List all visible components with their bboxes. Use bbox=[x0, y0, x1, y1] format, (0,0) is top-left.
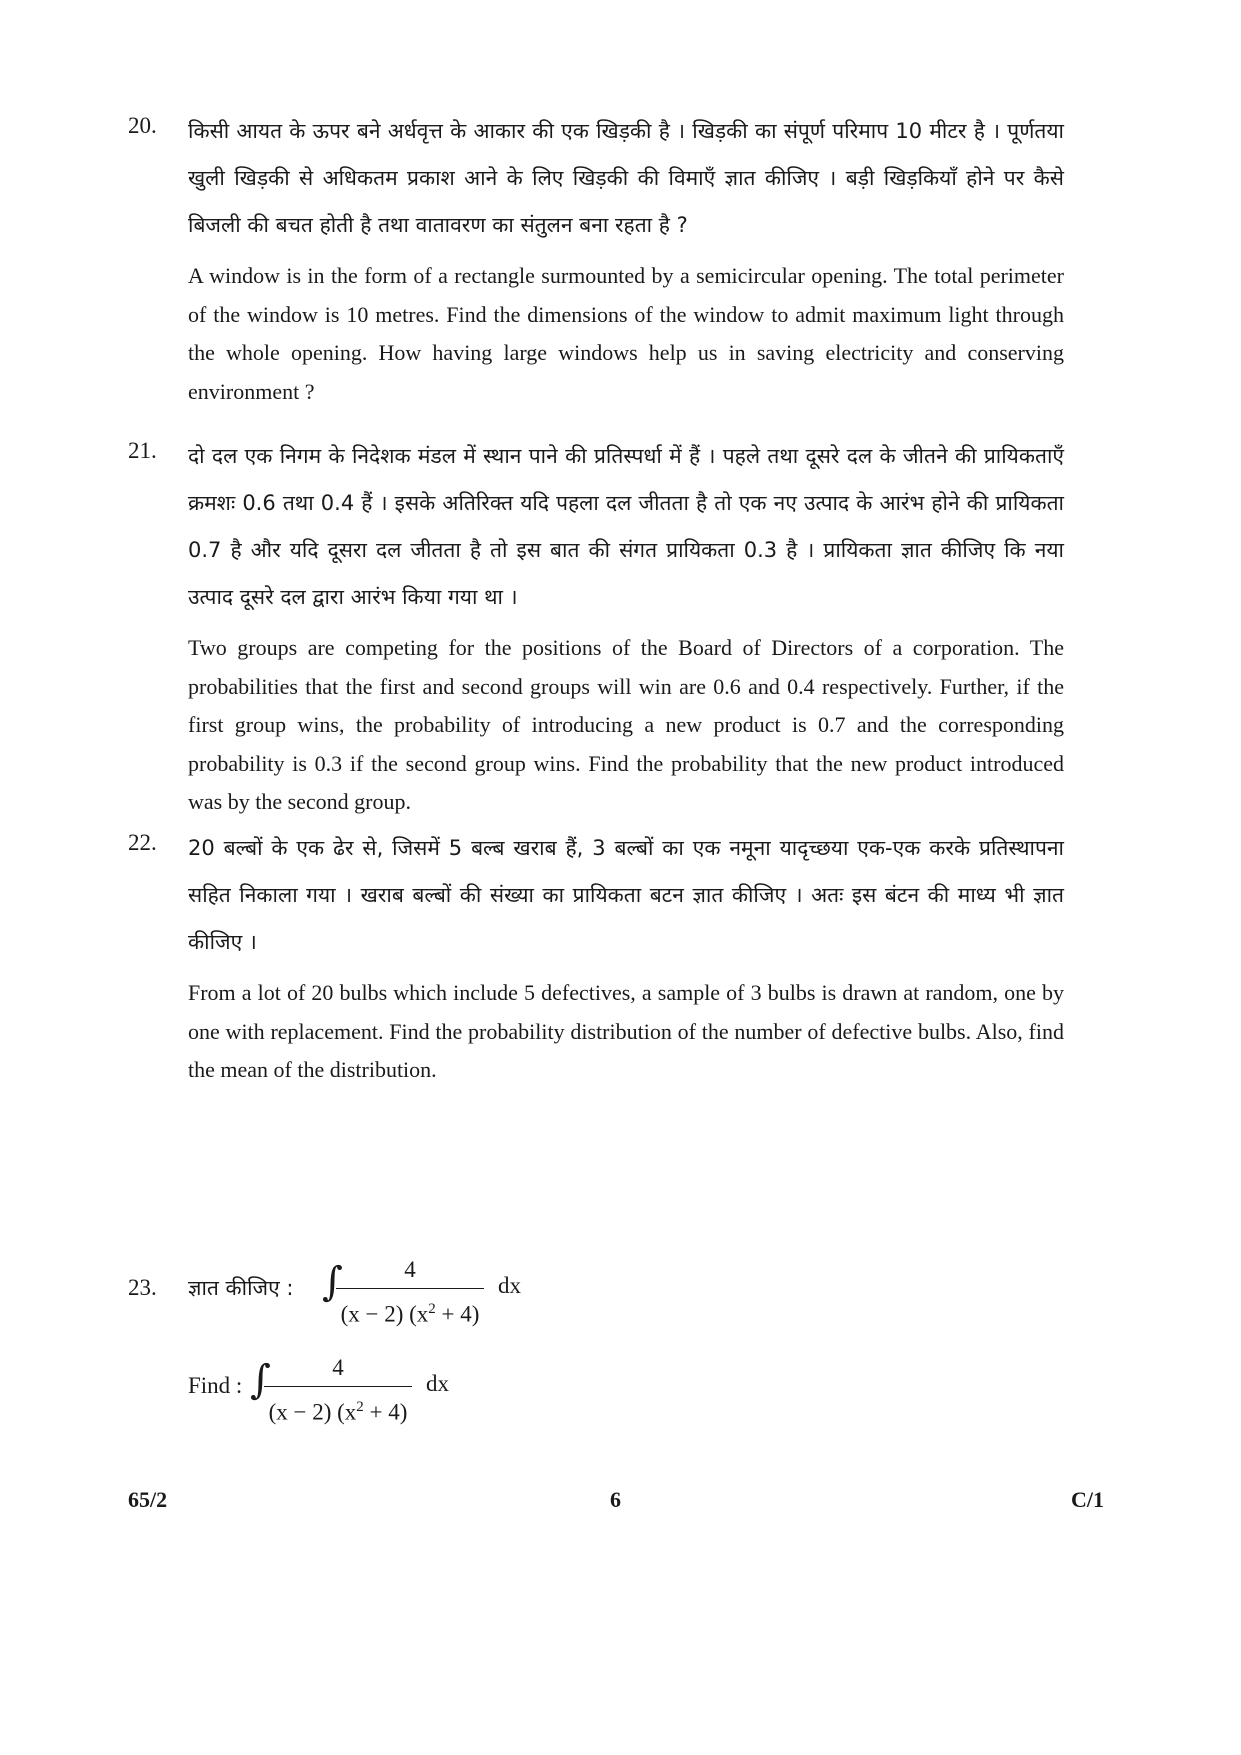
set-code: C/1 bbox=[1071, 1487, 1104, 1512]
find-label-english: Find : bbox=[188, 1373, 243, 1398]
differential: dx bbox=[498, 1273, 521, 1298]
question-number: 21. bbox=[128, 438, 157, 463]
denominator: (x − 2) $(x^2 + 4)$ bbox=[340, 1301, 480, 1327]
integral-sign: ∫ bbox=[250, 1357, 271, 1403]
question-number: 22. bbox=[128, 830, 157, 855]
question-number: 23. bbox=[128, 1275, 157, 1300]
page-number: 6 bbox=[610, 1487, 621, 1512]
paper-code: 65/2 bbox=[128, 1487, 168, 1512]
question-21 bbox=[128, 433, 1068, 822]
fraction bbox=[336, 1252, 484, 1327]
question-22 bbox=[128, 825, 1068, 1090]
integral-expression-hindi bbox=[188, 1252, 1064, 1338]
question-number: 20. bbox=[128, 113, 157, 138]
question-text-english: A window is in the form of a rectangle surmounted by a semicircular opening. The total perimeter of the window is 10 metres. Find the dimensions of the window to admit maximum light through the whole opening. How having large windows help us in saving electricity and conserving environment ? bbox=[188, 263, 1064, 404]
question-20 bbox=[128, 108, 1068, 411]
denominator: (x − 2) $(x^2 + 4)$ bbox=[268, 1399, 408, 1425]
numerator: 4 bbox=[404, 1257, 416, 1282]
question-text-english: From a lot of 20 bulbs which include 5 defectives, a sample of 3 bulbs is drawn at random, one by one with replacement. Find the probability distribution of the number of defective bulbs. Also, find the mean of the distribution. bbox=[188, 980, 1064, 1082]
question-text-hindi: किसी आयत के ऊपर बने अर्धवृत्त के आकार की एक खिड़की है । खिड़की का संपूर्ण परिमाप 10 मीटर है । पूर्णतया खुली खिड़की से अधिकतम प्रकाश आने के लिए खिड़की की विमाएँ ज्ञात कीजिए । बड़ी खिड़कियाँ होने पर कैसे बिजली की बचत होती है तथा वातावरण का संतुलन बना रहता है ? bbox=[188, 119, 1064, 237]
integral-sign: ∫ bbox=[322, 1259, 343, 1305]
question-text-hindi: 20 बल्बों के एक ढेर से, जिसमें 5 बल्ब खराब हैं, 3 बल्बों का एक नमूना यादृच्छया एक-एक करके प्रतिस्थापना सहित निकाला गया । खराब बल्बों की संख्या का प्रायिकता बटन ज्ञात कीजिए । अतः इस बंटन की माध्य भी ज्ञात कीजिए । bbox=[188, 836, 1064, 954]
question-23 bbox=[128, 1252, 1068, 1436]
numerator: 4 bbox=[332, 1355, 344, 1380]
find-label-hindi: ज्ञात कीजिए : bbox=[188, 1276, 294, 1300]
integral-expression-english bbox=[188, 1350, 1064, 1436]
differential: dx bbox=[426, 1371, 449, 1396]
question-text-english: Two groups are competing for the positions of the Board of Directors of a corporation. The probabilities that the first and second groups will win are 0.6 and 0.4 respectively. Further, if the first group wins, the probability of introducing a new product is 0.7 and the corresponding probability is 0.3 if the second group wins. Find the probability that the new product introduced was by the second group. bbox=[188, 635, 1064, 814]
fraction bbox=[264, 1350, 412, 1425]
question-text-hindi: दो दल एक निगम के निदेशक मंडल में स्थान पाने की प्रतिस्पर्धा में हैं । पहले तथा दूसरे दल के जीतने की प्रायिकताएँ क्रमशः 0.6 तथा 0.4 हैं । इसके अतिरिक्त यदि पहला दल जीतता है तो एक नए उत्पाद के आरंभ होने की प्रायिकता 0.7 है और यदि दूसरा दल जीतता है तो इस बात की संगत प्रायिकता 0.3 है । प्रायिकता ज्ञात कीजिए कि नया उत्पाद दूसरे दल द्वारा आरंभ किया गया था । bbox=[188, 444, 1064, 609]
